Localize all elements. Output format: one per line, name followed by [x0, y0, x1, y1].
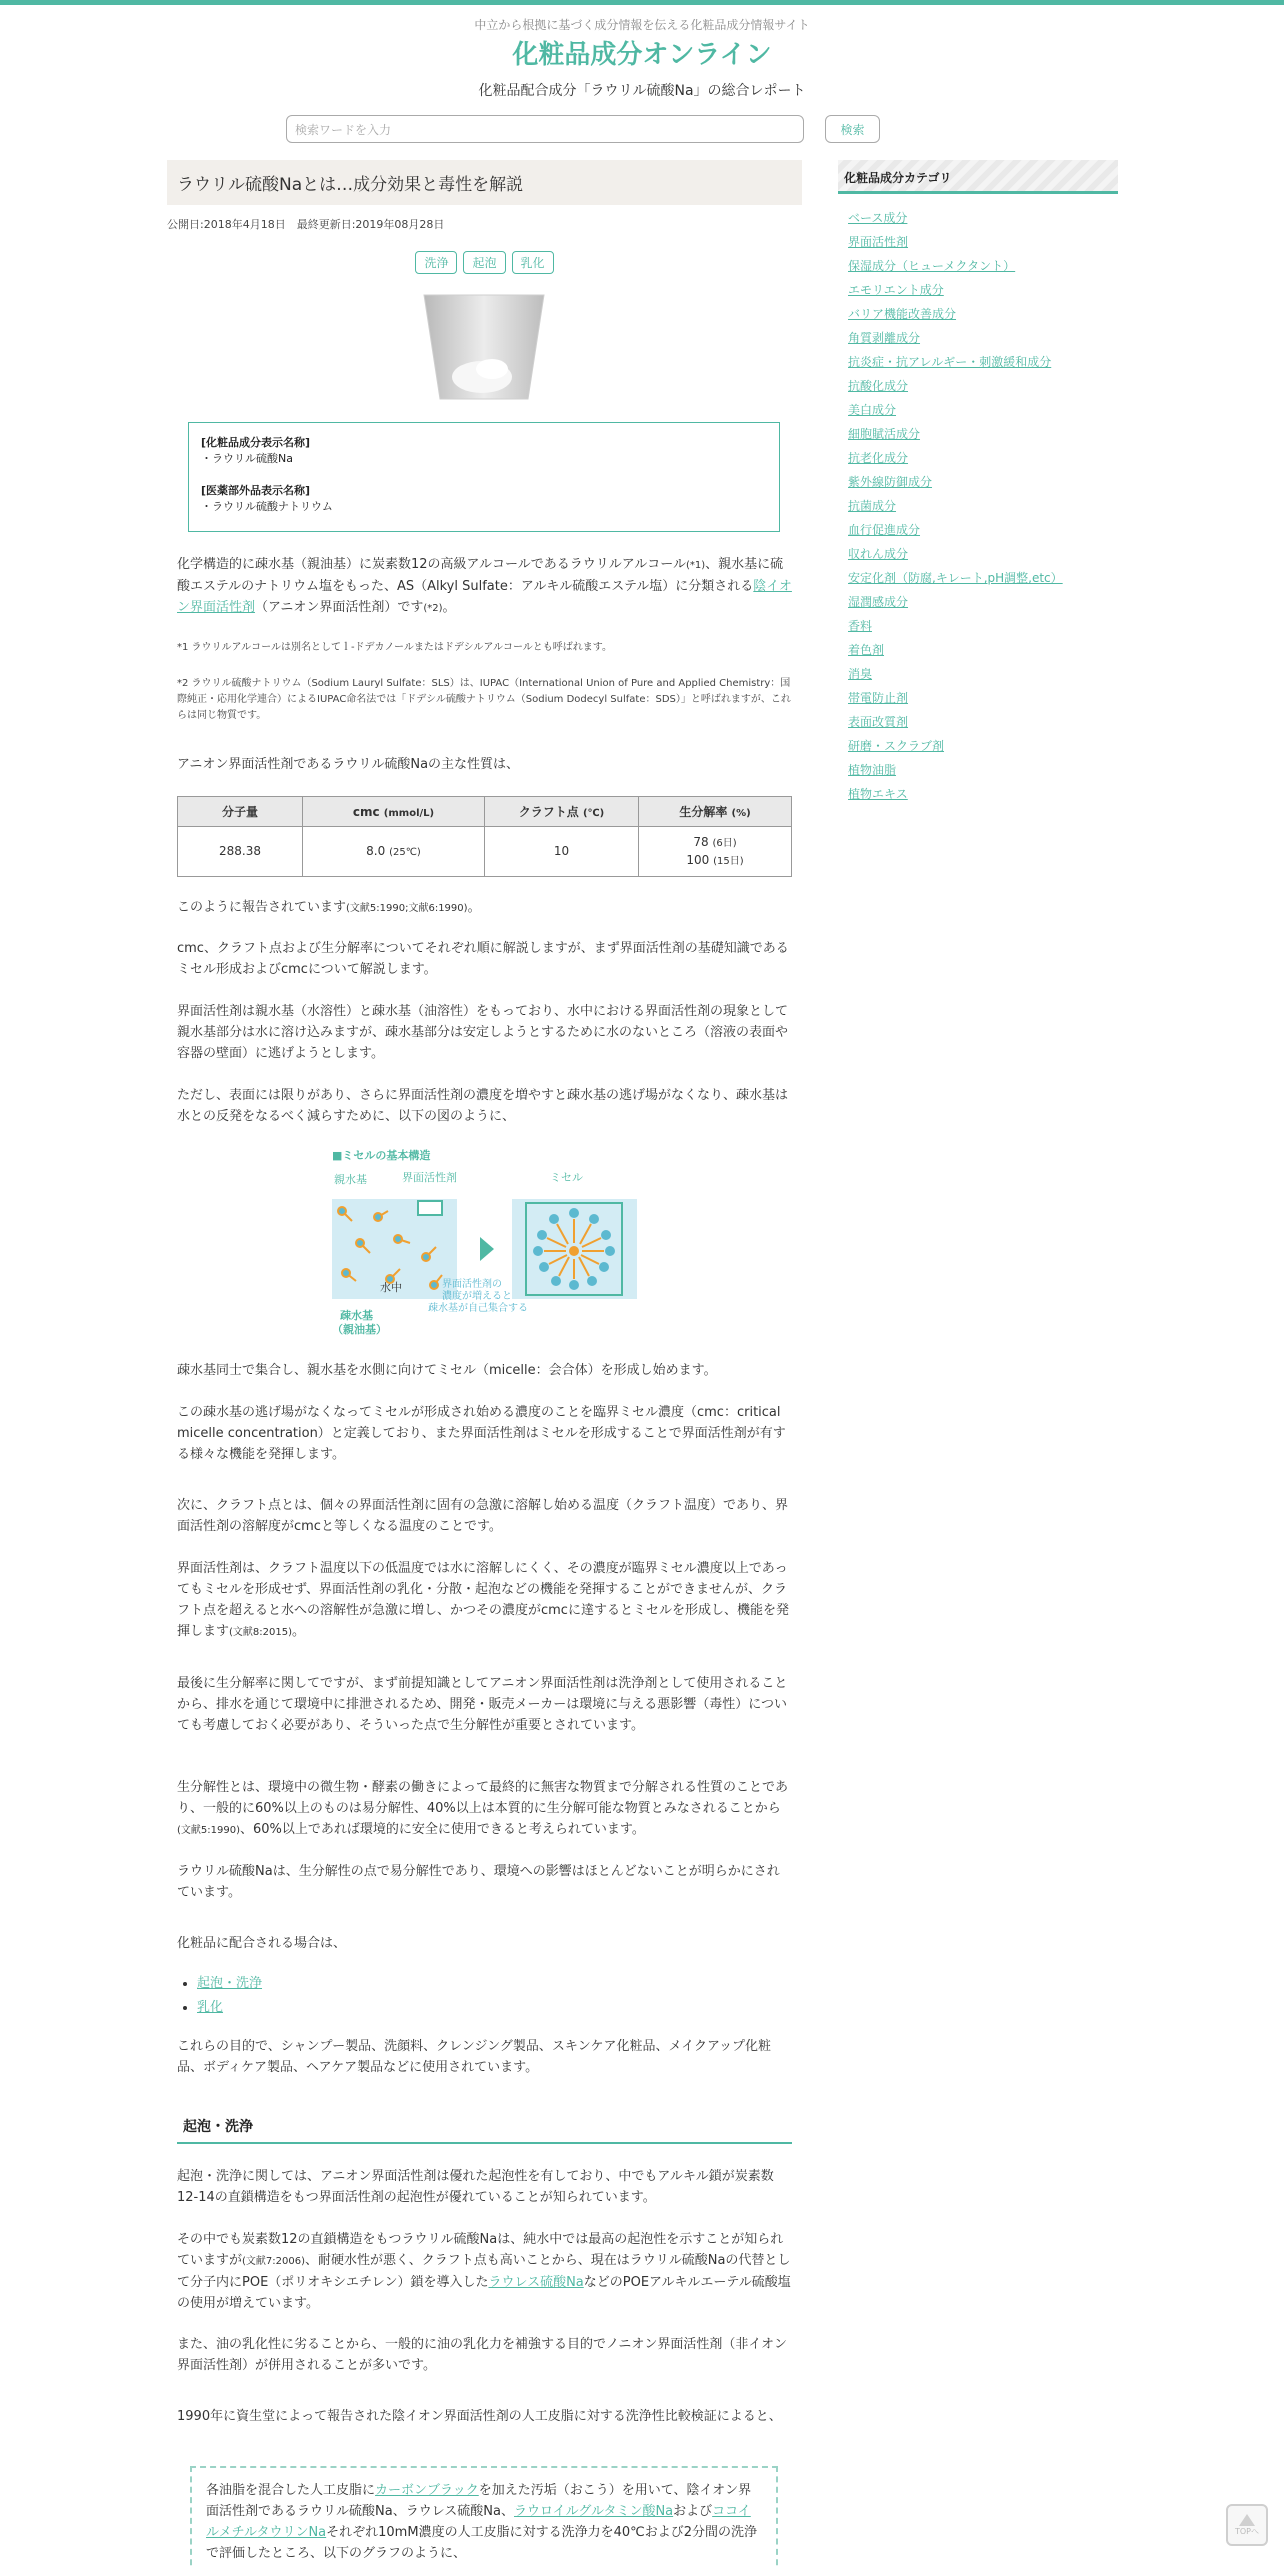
sidebar-category-item — [848, 302, 1063, 326]
diagram-title: ■ミセルの基本構造 — [332, 1149, 431, 1162]
sidebar-category-item — [848, 350, 1063, 374]
sidebar-category-link[interactable]: 研磨・スクラブ剤 — [848, 739, 945, 753]
tag-cleansing[interactable]: 洗浄 — [415, 251, 457, 274]
footnote-2: *2 ラウリル硫酸ナトリウム（Sodium Lauryl Sulfate：SLS）は、IUPAC（International Union of Pure and Applied Chemistry：国際純正・応用化学連合）によるIUPAC命名法では「ドデシル硫酸ナトリウム（Sodium Dodecyl Sulfate：SDS）」と呼ばれますが、これらは同じ物質です。 — [177, 678, 791, 721]
sidebar-category-link[interactable]: 収れん成分 — [848, 547, 909, 561]
sidebar-category-link[interactable]: 抗炎症・抗アレルギー・刺激緩和成分 — [848, 355, 1052, 369]
sidebar-category-link[interactable]: 抗酸化成分 — [848, 379, 909, 393]
intro-text-c: （アニオン界面活性剤）です — [255, 600, 424, 615]
sidebar-category-link[interactable]: 抗老化成分 — [848, 451, 909, 465]
sidebar-category-item — [848, 326, 1063, 350]
intro-text-a: 化学構造的に疎水基（親油基）に炭素数12の高級アルコールであるラウリルアルコール — [177, 557, 686, 572]
reference-5-6: (文献5:1990;文献6:1990) — [346, 903, 468, 914]
page-top-label: TOPへ — [1234, 2526, 1259, 2536]
diagram-hydrophobic-label: 疎水基 — [340, 1309, 373, 1322]
study-1990-paragraph: 1990年に資生堂によって報告された陰イオン界面活性剤の人工皮脂に対する洗浄性比較検証によると、 — [177, 2409, 782, 2424]
sidebar-category-link[interactable]: 香料 — [848, 619, 873, 633]
biodegradation-paragraph-1: 最後に生分解率に関してですが、まず前提知識としてアニオン界面活性剤は洗浄剤として使用されることから、排水を通じて環境中に排泄されるため、開発・販売メーカーは環境に与える悪影響（毒性）についても考慮しておく必要があり、そういった点で生分解性が重要とされています。 — [177, 1676, 788, 1733]
use-emulsifying-link[interactable]: 乳化 — [197, 2000, 224, 2015]
cell-cmc: 8.0 (25℃) — [303, 827, 485, 877]
micelle-paragraph: 疎水基同士で集合し、親水基を水側に向けてミセル（micelle：会合体）を形成し始めます。 — [177, 1363, 717, 1378]
foaming-paragraph-3: また、油の乳化性に劣ることから、一般的に油の乳化力を補強する目的でノニオン界面活性剤（非イオン界面活性剤）が併用されることが多いです。 — [177, 2337, 787, 2373]
sidebar-category-item — [848, 638, 1063, 662]
sidebar-category-link[interactable]: エモリエント成分 — [848, 283, 944, 297]
sidebar-category-link[interactable]: 抗菌成分 — [848, 499, 897, 513]
sidebar-category-item — [848, 590, 1063, 614]
sidebar-category-item — [848, 662, 1063, 686]
page-top-button[interactable] — [1226, 2504, 1268, 2546]
sidebar-category-link[interactable]: 植物エキス — [848, 787, 908, 801]
properties-table — [177, 796, 792, 877]
header-cmc: cmc (mmol/L) — [303, 797, 485, 827]
reported-text: このように報告されています(文献5:1990;文献6:1990)。 — [177, 900, 481, 915]
diagram-micelle-label: ミセル — [550, 1171, 583, 1184]
tag-foaming[interactable]: 起泡 — [463, 251, 505, 274]
products-paragraph: これらの目的で、シャンプー製品、洗顔料、クレンジング製品、スキンケア化粧品、メイクアップ化粧品、ボディケア製品、ヘアケア製品などに使用されています。 — [177, 2039, 772, 2075]
sidebar-category-link[interactable]: 表面改質剤 — [848, 715, 909, 729]
reference-8: (文献8:2015) — [229, 1627, 292, 1638]
sidebar-category-link[interactable]: バリア機能改善成分 — [848, 307, 957, 321]
sidebar-category-item — [848, 374, 1063, 398]
tag-list — [167, 251, 802, 274]
diagram-caption-1: 界面活性剤の — [442, 1279, 502, 1290]
ingredient-name-box — [188, 422, 780, 532]
properties-lead: アニオン界面活性剤であるラウリル硫酸Naの主な性質は、 — [177, 757, 520, 772]
diagram-lipophilic-label: （親油基） — [332, 1323, 387, 1336]
sodium-cocoyl-methyl-taurate-link[interactable]: ココイルメチルタウリンNa — [206, 2504, 751, 2540]
reference-7: (文献7:2006) — [242, 2256, 305, 2267]
diagram-surfactant-label: 界面活性剤 — [402, 1171, 457, 1184]
cell-kraft-point: 10 — [485, 827, 639, 877]
however-paragraph: ただし、表面には限りがあり、さらに界面活性剤の濃度を増やすと疎水基の逃げ場がなくなり、疎水基は水との反発をなるべく減らすために、以下の図のように、 — [177, 1088, 789, 1124]
tag-emulsifying[interactable]: 乳化 — [512, 251, 554, 274]
foaming-paragraph-2: その中でも炭素数12の直鎖構造をもつラウリル硫酸Naは、純水中では最高の起泡性を示すことが知られていますが(文献7:2006)、耐硬水性が悪く、クラフト点も高いことから、現在はラウリル硫酸Naの代替として分子内にPOE（ポリオキシエチレン）鎖を導入したラウレス硫酸NaなどのPOEアルキルエーテル硫酸塩の使用が増えています。 — [177, 2232, 791, 2311]
search-input[interactable]: 検索ワードを入力 — [286, 115, 804, 143]
intro-paragraph — [177, 554, 792, 619]
sidebar-category-link[interactable]: 安定化剤（防腐,キレート,pH調整,etc） — [848, 571, 1063, 585]
use-foaming-cleansing — [197, 1972, 262, 1996]
sidebar-category-item — [848, 254, 1063, 278]
sidebar-category-item — [848, 614, 1063, 638]
search-button[interactable]: 検索 — [825, 115, 880, 143]
cmc-definition-paragraph: この疎水基の逃げ場がなくなってミセルが形成され始める濃度のことを臨界ミセル濃度（cmc：critical micelle concentration）と定義しており、また界面活性剤はミセルを形成することで界面活性剤が有する様々な機能を発揮します。 — [177, 1405, 786, 1462]
laureth-sulfate-link[interactable]: ラウレス硫酸Na — [488, 2275, 584, 2290]
site-tagline: 中立から根拠に基づく成分情報を伝える化粧品成分情報サイト — [474, 18, 810, 32]
cmc-intro-paragraph: cmc、クラフト点および生分解率についてそれぞれ順に解説しますが、まず界面活性剤の基礎知識であるミセル形成およびcmcについて解説します。 — [177, 941, 789, 977]
footnote-1: *1 ラウリルアルコールは別名としてｌ-ドデカノールまたはドデシルアルコールとも呼ばれます。 — [177, 642, 612, 653]
top-accent-bar — [0, 0, 1284, 5]
diagram-water-label: 水中 — [380, 1281, 402, 1294]
sodium-lauroyl-glutamate-link[interactable]: ラウロイルグルタミン酸Na — [514, 2504, 674, 2519]
sidebar-category-link[interactable]: 保湿成分（ヒューメクタント） — [848, 259, 1016, 273]
uses-list — [197, 1972, 262, 2020]
sidebar-category-item — [848, 566, 1063, 590]
biodegradation-paragraph-3: ラウリル硫酸Naは、生分解性の点で易分解性であり、環境への影響はほとんどないことが明らかにされています。 — [177, 1864, 780, 1900]
intro-text-b: 、親水基に硫酸エステルのナトリウム塩をもった、AS（Alkyl Sulfate：アルキル硫酸エステル塩）に分類される — [177, 557, 784, 594]
reference-5: (文献5:1990) — [177, 1825, 240, 1836]
site-title-link[interactable]: 化粧品成分オンライン — [512, 40, 772, 70]
sidebar-category-link[interactable]: 植物油脂 — [848, 763, 897, 777]
header-kraft-point: クラフト点 (℃) — [485, 797, 639, 827]
sidebar-category-link[interactable]: 消臭 — [848, 667, 873, 681]
sidebar-category-link[interactable]: 血行促進成分 — [848, 523, 921, 537]
sidebar-category-item — [848, 446, 1063, 470]
diagram-caption-2: 濃度が増えると — [442, 1291, 512, 1302]
cosmetic-name-label: [化粧品成分表示名称] — [201, 436, 311, 449]
diagram-hydrophilic-label: 親水基 — [334, 1173, 367, 1186]
quasi-drug-name-value: ・ラウリル硫酸ナトリウム — [201, 500, 333, 513]
use-foaming-cleansing-link[interactable]: 起泡・洗浄 — [197, 1976, 263, 1991]
sidebar-category-heading: 化粧品成分カテゴリ — [838, 160, 1118, 194]
sidebar-category-link[interactable]: ベース成分 — [848, 211, 908, 225]
header-molecular-weight: 分子量 — [178, 797, 303, 827]
sidebar-category-link[interactable]: 角質剥離成分 — [848, 331, 921, 345]
diagram-caption-3: 疎水基が自己集合する — [428, 1303, 528, 1314]
micelle-structure-diagram — [330, 1147, 640, 1342]
sidebar-category-item — [848, 230, 1063, 254]
sidebar-category-link[interactable]: 湿潤感成分 — [848, 595, 909, 609]
arrow-up-icon — [1239, 2514, 1255, 2526]
biodegradation-paragraph-2: 生分解性とは、環境中の微生物・酵素の働きによって最終的に無害な物質まで分解される性質のことであり、一般的に60%以上のものは易分解性、40%以上は本質的に生分解可能な物質とみなされることから(文献5:1990)、60%以上であれば環境的に安全に使用できると考えられています。 — [177, 1780, 789, 1837]
header-biodegradation: 生分解率 (%) — [639, 797, 792, 827]
sidebar-category-item — [848, 542, 1063, 566]
kraft-point-paragraph-1: 次に、クラフト点とは、個々の界面活性剤に固有の急激に溶解し始める温度（クラフト温度）であり、界面活性剤の溶解度がcmcと等しくなる温度のことです。 — [177, 1498, 789, 1534]
intro-ref-1: (*1) — [685, 560, 706, 571]
sidebar-category-item — [848, 758, 1063, 782]
quasi-drug-name-label: [医薬部外品表示名称] — [201, 484, 311, 497]
anionic-surfactant-link[interactable]: 陰イオン界面活性剤 — [177, 579, 792, 615]
cell-biodegradation: 78 (6日) 100 (15日) — [639, 827, 792, 877]
article-title: ラウリル硫酸Naとは…成分効果と毒性を解説 — [167, 160, 802, 205]
uses-lead: 化粧品に配合される場合は、 — [177, 1936, 347, 1951]
sidebar-category-item — [848, 278, 1063, 302]
sidebar-category-list — [848, 206, 1063, 806]
sidebar-category-link[interactable]: 界面活性剤 — [848, 235, 909, 249]
page-subtitle: 化粧品配合成分「ラウリル硫酸Na」の総合レポート — [478, 83, 806, 99]
sidebar-category-link[interactable]: 紫外線防御成分 — [848, 475, 933, 489]
sidebar-category-item — [848, 422, 1063, 446]
sidebar-category-item — [848, 518, 1063, 542]
sidebar-category-item — [848, 470, 1063, 494]
sidebar-category-link[interactable]: 美白成分 — [848, 403, 897, 417]
sidebar-category-item — [848, 710, 1063, 734]
section-heading-foaming: 起泡・洗浄 — [177, 2112, 792, 2144]
sidebar-category-item — [848, 206, 1063, 230]
sidebar-category-item — [848, 398, 1063, 422]
carbon-black-link[interactable]: カーボンブラック — [375, 2483, 479, 2498]
sidebar-category-link[interactable]: 着色剤 — [848, 643, 885, 657]
sidebar-category-item — [848, 686, 1063, 710]
sidebar-category-item — [848, 782, 1063, 806]
intro-ref-2: (*2) — [423, 603, 443, 614]
kraft-point-paragraph-2: 界面活性剤は、クラフト温度以下の低温度では水に溶解しにくく、その濃度が臨界ミセル濃度以上であってもミセルを形成せず、界面活性剤の乳化・分散・起泡などの機能を発揮することができませんが、クラフト点を超えると水への溶解性が急激に増し、かつその濃度がcmcに達するとミセルを形成し、機能を発揮します(文献8:2015)。 — [177, 1561, 789, 1639]
intro-text-d: 。 — [442, 600, 456, 615]
sidebar-category-item — [848, 734, 1063, 758]
sidebar-category-item — [848, 494, 1063, 518]
ingredient-powder-image — [420, 293, 548, 403]
sidebar-category-link[interactable]: 帯電防止剤 — [848, 691, 909, 705]
cell-molecular-weight: 288.38 — [178, 827, 303, 877]
cosmetic-name-value: ・ラウリル硫酸Na — [201, 452, 293, 465]
study-detail-box: 各油脂を混合した人工皮脂にカーボンブラックを加えた汚垢（おこう）を用いて、陰イオン界面活性剤であるラウリル硫酸Na、ラウレス硫酸Na、ラウロイルグルタミン酸NaおよびココイルメチルタウリンNaそれぞれ10mM濃度の人工皮脂に対する洗浄力を40℃および2分間の洗浄で評価したところ、以下のグラフのように、 — [190, 2466, 778, 2568]
surfactant-paragraph: 界面活性剤は親水基（水溶性）と疎水基（油溶性）をもっており、水中における界面活性剤の現象として親水基部分は水に溶け込みますが、疎水基部分は安定しようとするために水のないところ（溶液の表面や容器の壁面）に逃げようとします。 — [177, 1004, 789, 1061]
sidebar-category-link[interactable]: 細胞賦活成分 — [848, 427, 921, 441]
article-dates: 公開日:2018年4月18日 最終更新日:2019年08月28日 — [167, 218, 445, 231]
use-emulsifying — [197, 1996, 262, 2020]
foaming-paragraph-1: 起泡・洗浄に関しては、アニオン界面活性剤は優れた起泡性を有しており、中でもアルキル鎖が炭素数12-14の直鎖構造をもつ界面活性剤の起泡性が優れていることが知られています。 — [177, 2169, 774, 2205]
